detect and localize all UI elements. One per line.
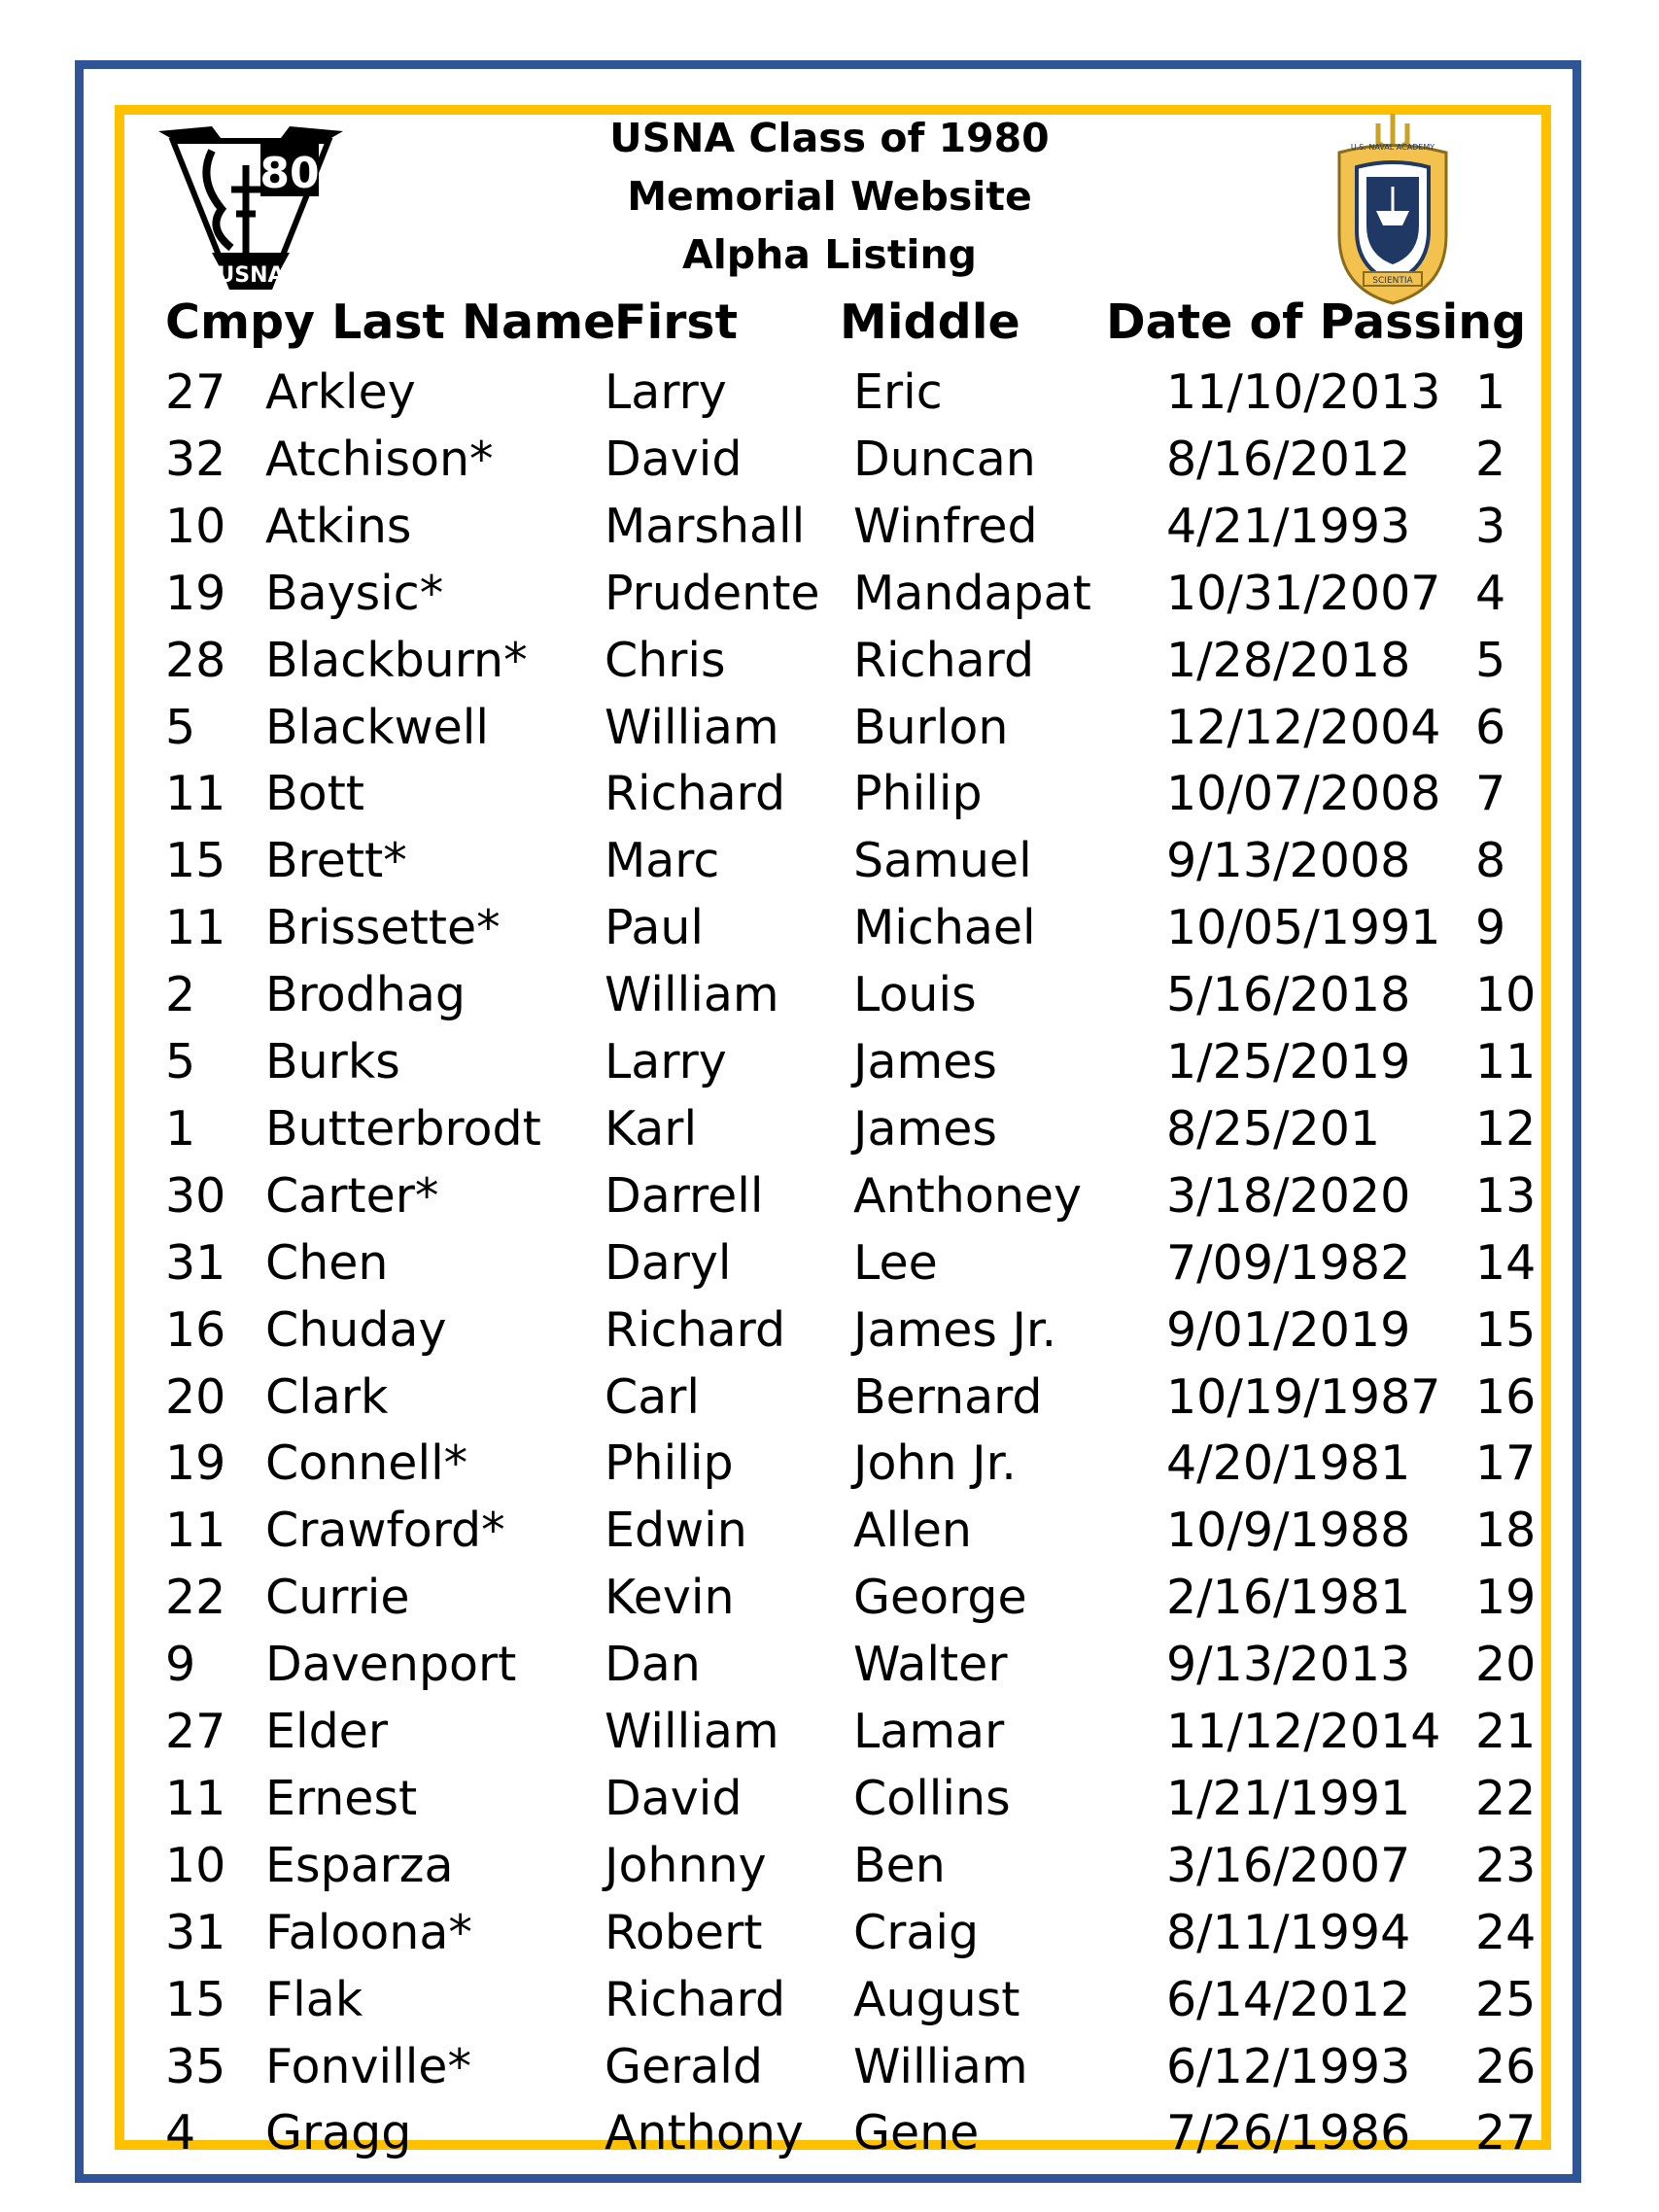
date-of-passing-cell: 1/21/1991 [1166,1770,1411,1826]
first-name-cell: Richard [605,766,786,822]
table-row [0,1766,1659,1832]
cmpy-cell: 35 [165,2038,226,2094]
middle-name-cell: Michael [853,900,1036,956]
middle-name-cell: Collins [853,1770,1011,1826]
date-of-passing-cell: 11/12/2014 [1166,1704,1441,1759]
middle-name-cell: Duncan [853,431,1036,487]
first-name-cell: Robert [605,1904,763,1960]
row-number-cell: 25 [1475,1971,1537,2027]
row-number-cell: 21 [1475,1704,1537,1759]
first-name-cell: William [605,1704,779,1759]
middle-name-cell: Gene [853,2105,980,2161]
last-name-cell: Elder [265,1704,388,1759]
table-row [0,1297,1659,1364]
middle-name-cell: James [853,1100,997,1157]
date-of-passing-cell: 10/31/2007 [1166,565,1441,621]
row-number-cell: 18 [1475,1503,1537,1559]
first-name-cell: Larry [605,1034,727,1089]
cmpy-cell: 10 [165,1837,226,1893]
date-of-passing-cell: 4/20/1981 [1166,1435,1411,1492]
table-row [0,427,1659,493]
cmpy-cell: 2 [165,967,196,1023]
table-row [0,1498,1659,1564]
middle-name-cell: Craig [853,1904,980,1960]
svg-text:80: 80 [259,149,320,198]
last-name-cell: Clark [265,1368,389,1425]
last-name-cell: Fonville* [265,2038,471,2094]
last-name-cell: Chen [265,1234,389,1291]
first-name-cell: Carl [605,1368,700,1425]
cmpy-cell: 16 [165,1301,226,1358]
table-row [0,761,1659,827]
middle-name-cell: Mandapat [853,565,1091,621]
middle-name-cell: Burlon [853,699,1009,755]
svg-text:SCIENTIA: SCIENTIA [1372,276,1413,286]
middle-name-cell: Allen [853,1503,972,1559]
first-name-cell: Anthony [605,2105,804,2161]
cmpy-cell: 22 [165,1570,226,1626]
cmpy-cell: 30 [165,1167,226,1224]
last-name-cell: Baysic* [265,565,444,621]
last-name-cell: Brett* [265,833,407,889]
middle-name-cell: Winfred [853,498,1038,554]
row-number-cell: 15 [1475,1301,1537,1358]
row-number-cell: 22 [1475,1770,1537,1826]
title-line-1: USNA Class of 1980 [609,115,1050,161]
first-name-cell: Johnny [605,1837,767,1893]
row-number-cell: 24 [1475,1904,1537,1960]
last-name-cell: Carter* [265,1167,439,1224]
middle-name-cell: John Jr. [853,1435,1017,1492]
middle-name-cell: Anthoney [853,1167,1083,1224]
cmpy-cell: 15 [165,833,226,889]
last-name-cell: Blackburn* [265,632,528,688]
last-name-cell: Esparza [265,1837,454,1893]
last-name-cell: Blackwell [265,699,490,755]
cmpy-cell: 27 [165,364,226,420]
table-row [0,1365,1659,1431]
table-row [0,628,1659,694]
cmpy-cell: 11 [165,900,226,956]
date-of-passing-cell: 8/16/2012 [1166,431,1411,487]
header-date-of-passing: Date of Passing [1106,294,1527,350]
table-row [0,962,1659,1028]
date-of-passing-cell: 12/12/2004 [1166,699,1441,755]
date-of-passing-cell: 3/16/2007 [1166,1837,1411,1893]
last-name-cell: Butterbrodt [265,1100,541,1157]
header-middle: Middle [840,294,1020,350]
row-number-cell: 4 [1475,565,1506,621]
first-name-cell: Chris [605,632,726,688]
date-of-passing-cell: 3/18/2020 [1166,1167,1411,1224]
first-name-cell: Prudente [605,565,820,621]
date-of-passing-cell: 5/16/2018 [1166,967,1411,1023]
middle-name-cell: Philip [853,766,983,822]
svg-text:U.S. NAVAL ACADEMY: U.S. NAVAL ACADEMY [1350,143,1435,152]
row-number-cell: 5 [1475,632,1506,688]
title-line-3: Alpha Listing [681,231,978,278]
last-name-cell: Arkley [265,364,416,420]
first-name-cell: Richard [605,1971,786,2027]
date-of-passing-cell: 11/10/2013 [1166,364,1441,420]
row-number-cell: 13 [1475,1167,1537,1224]
table-row [0,1565,1659,1631]
cmpy-cell: 10 [165,498,226,554]
date-of-passing-cell: 9/13/2013 [1166,1637,1411,1693]
first-name-cell: Paul [605,900,705,956]
first-name-cell: David [605,431,743,487]
table-row [0,1967,1659,2033]
date-of-passing-cell: 10/07/2008 [1166,766,1441,822]
date-of-passing-cell: 10/19/1987 [1166,1368,1441,1425]
last-name-cell: Ernest [265,1770,418,1826]
first-name-cell: William [605,967,779,1023]
cmpy-cell: 5 [165,1034,196,1089]
last-name-cell: Connell* [265,1435,468,1492]
cmpy-cell: 19 [165,1435,226,1492]
first-name-cell: Karl [605,1100,698,1157]
table-row [0,1230,1659,1296]
table-row [0,1431,1659,1497]
last-name-cell: Brodhag [265,967,466,1023]
date-of-passing-cell: 9/01/2019 [1166,1301,1411,1358]
header-first: First [614,294,739,350]
date-of-passing-cell: 1/25/2019 [1166,1034,1411,1089]
row-number-cell: 6 [1475,699,1506,755]
row-number-cell: 20 [1475,1637,1537,1693]
table-row [0,1163,1659,1229]
table-row [0,2100,1659,2166]
middle-name-cell: Lamar [853,1704,1005,1759]
table-row [0,561,1659,627]
cmpy-cell: 11 [165,766,226,822]
row-number-cell: 19 [1475,1570,1537,1626]
middle-name-cell: George [853,1570,1027,1626]
middle-name-cell: Louis [853,967,977,1023]
middle-name-cell: James [853,1034,997,1089]
first-name-cell: Marshall [605,498,806,554]
table-row [0,695,1659,761]
row-number-cell: 9 [1475,900,1506,956]
cmpy-cell: 11 [165,1770,226,1826]
row-number-cell: 10 [1475,967,1537,1023]
last-name-cell: Crawford* [265,1503,505,1559]
table-row [0,1096,1659,1162]
row-number-cell: 14 [1475,1234,1537,1291]
row-number-cell: 7 [1475,766,1506,822]
last-name-cell: Burks [265,1034,400,1089]
row-number-cell: 2 [1475,431,1506,487]
date-of-passing-cell: 4/21/1993 [1166,498,1411,554]
row-number-cell: 27 [1475,2105,1537,2161]
cmpy-cell: 19 [165,565,226,621]
last-name-cell: Bott [265,766,365,822]
first-name-cell: Daryl [605,1234,732,1291]
row-number-cell: 11 [1475,1034,1537,1089]
cmpy-cell: 32 [165,431,226,487]
last-name-cell: Davenport [265,1637,517,1693]
cmpy-cell: 9 [165,1637,196,1693]
table-row [0,1833,1659,1899]
first-name-cell: David [605,1770,743,1826]
row-number-cell: 3 [1475,498,1506,554]
first-name-cell: William [605,699,779,755]
table-row [0,2034,1659,2100]
table-row [0,360,1659,426]
date-of-passing-cell: 7/26/1986 [1166,2105,1411,2161]
middle-name-cell: Ben [853,1837,946,1893]
last-name-cell: Brissette* [265,900,501,956]
middle-name-cell: William [853,2038,1028,2094]
table-row [0,494,1659,560]
table-row [0,1699,1659,1765]
row-number-cell: 26 [1475,2038,1537,2094]
header-cmpy-last-name: Cmpy Last Name [165,294,616,350]
date-of-passing-cell: 9/13/2008 [1166,833,1411,889]
cmpy-cell: 20 [165,1368,226,1425]
row-number-cell: 23 [1475,1837,1537,1893]
first-name-cell: Dan [605,1637,701,1693]
row-number-cell: 1 [1475,364,1506,420]
table-row [0,1029,1659,1095]
cmpy-cell: 11 [165,1503,226,1559]
middle-name-cell: August [853,1971,1020,2027]
cmpy-cell: 1 [165,1100,196,1157]
cmpy-cell: 31 [165,1904,226,1960]
first-name-cell: Gerald [605,2038,764,2094]
table-row [0,895,1659,961]
row-number-cell: 16 [1475,1368,1537,1425]
row-number-cell: 8 [1475,833,1506,889]
date-of-passing-cell: 8/11/1994 [1166,1904,1411,1960]
row-number-cell: 17 [1475,1435,1537,1492]
middle-name-cell: James Jr. [853,1301,1057,1358]
cmpy-cell: 28 [165,632,226,688]
last-name-cell: Faloona* [265,1904,472,1960]
middle-name-cell: Bernard [853,1368,1043,1425]
middle-name-cell: Richard [853,632,1035,688]
first-name-cell: Philip [605,1435,734,1492]
last-name-cell: Chuday [265,1301,447,1358]
table-row [0,1900,1659,1966]
first-name-cell: Richard [605,1301,786,1358]
cmpy-cell: 5 [165,699,196,755]
first-name-cell: Edwin [605,1503,747,1559]
first-name-cell: Larry [605,364,727,420]
first-name-cell: Kevin [605,1570,735,1626]
middle-name-cell: Samuel [853,833,1032,889]
date-of-passing-cell: 6/14/2012 [1166,1971,1411,2027]
date-of-passing-cell: 7/09/1982 [1166,1234,1411,1291]
cmpy-cell: 4 [165,2105,196,2161]
date-of-passing-cell: 8/25/201 [1166,1100,1381,1157]
last-name-cell: Gragg [265,2105,412,2161]
cmpy-cell: 27 [165,1704,226,1759]
cmpy-cell: 15 [165,1971,226,2027]
first-name-cell: Marc [605,833,720,889]
row-number-cell: 12 [1475,1100,1537,1157]
title-block [0,109,1659,284]
date-of-passing-cell: 2/16/1981 [1166,1570,1411,1626]
date-of-passing-cell: 1/28/2018 [1166,632,1411,688]
date-of-passing-cell: 6/12/1993 [1166,2038,1411,2094]
last-name-cell: Currie [265,1570,410,1626]
table-row [0,1632,1659,1698]
table-row [0,828,1659,894]
middle-name-cell: Eric [853,364,943,420]
svg-text:USNA: USNA [217,263,285,288]
last-name-cell: Atkins [265,498,412,554]
date-of-passing-cell: 10/05/1991 [1166,900,1441,956]
title-line-2: Memorial Website [627,173,1032,220]
date-of-passing-cell: 10/9/1988 [1166,1503,1411,1559]
first-name-cell: Darrell [605,1167,764,1224]
last-name-cell: Flak [265,1971,363,2027]
last-name-cell: Atchison* [265,431,494,487]
middle-name-cell: Lee [853,1234,938,1291]
middle-name-cell: Walter [853,1637,1008,1693]
cmpy-cell: 31 [165,1234,226,1291]
